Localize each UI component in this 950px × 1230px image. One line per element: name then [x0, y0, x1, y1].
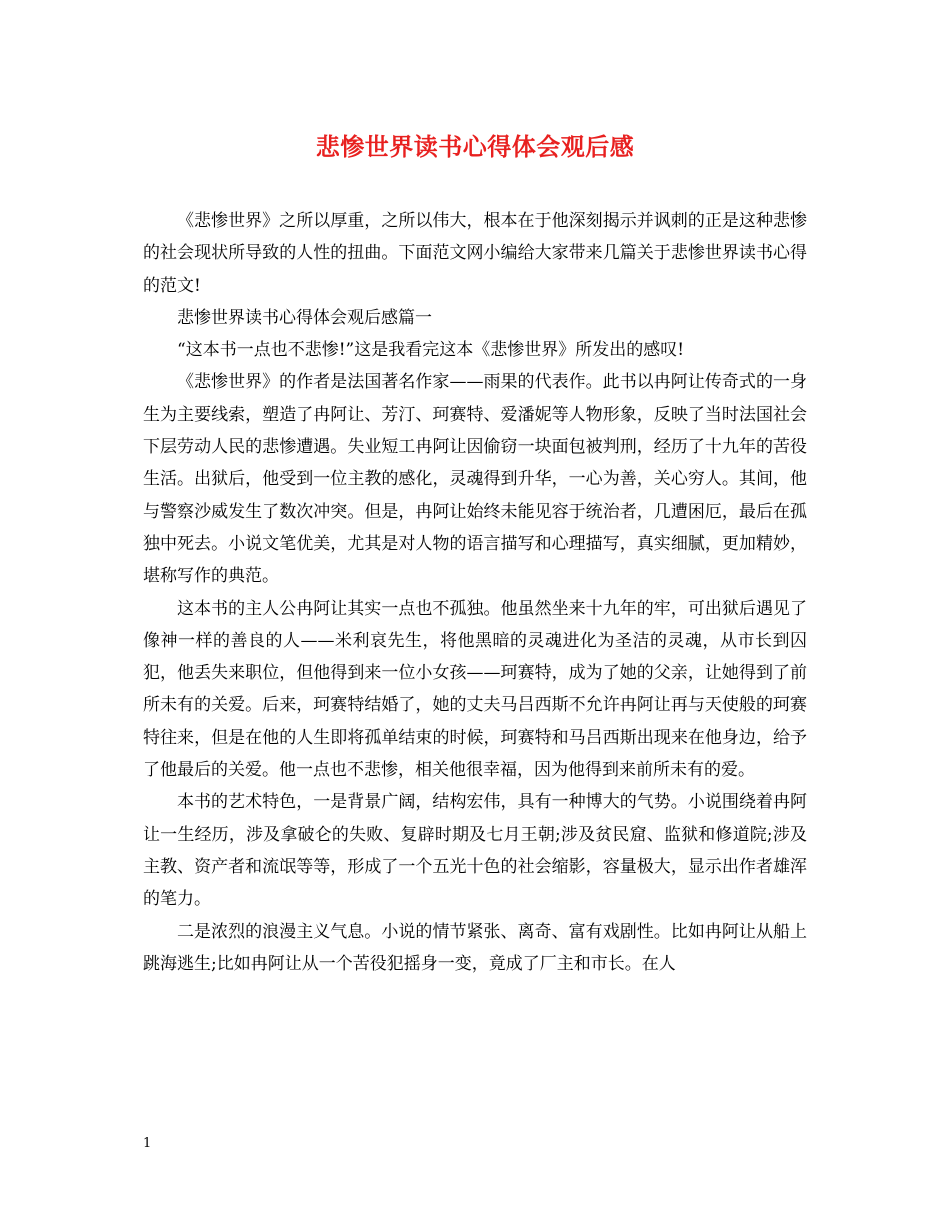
paragraph-protagonist: 这本书的主人公冉阿让其实一点也不孤独。他虽然坐来十九年的牢，可出狱后遇见了像神一样的善良的人——米利哀先生，将他黑暗的灵魂进化为圣洁的灵魂，从市长到囚犯，他丢失来职位，但他得到来一位小女孩——珂赛特，成为了她的父亲，让她得到了前所未有的关爱。后来，珂赛特结婚了，她的丈夫马吕西斯不允许冉阿让再与天使般的珂赛特往来，但是在他的人生即将孤单结束的时候，珂赛特和马吕西斯出现来在他身边，给予了他最后的关爱。他一点也不悲惨，相关他很幸福，因为他得到来前所未有的爱。 — [143, 598, 807, 781]
paragraph-exclamation: “这本书一点也不悲惨!”这是我看完这本《悲惨世界》所发出的感叹! — [177, 340, 685, 361]
paragraph-section-heading: 悲惨世界读书心得体会观后感篇一 — [177, 307, 432, 328]
paragraph-romanticism: 二是浓烈的浪漫主义气息。小说的情节紧张、离奇、富有戏剧性。比如冉阿让从船上跳海逃生;比如冉阿让从一个苦役犯摇身一变，竟成了厂主和市长。在人 — [143, 921, 807, 974]
paragraph-author-summary: 《悲惨世界》的作者是法国著名作家——雨果的代表作。此书以冉阿让传奇式的一身生为主要线索，塑造了冉阿让、芳汀、珂赛特、爱潘妮等人物形象，反映了当时法国社会下层劳动人民的悲惨遭遇。失业短工冉阿让因偷窃一块面包被判刑，经历了十九年的苦役生活。出狱后，他受到一位主教的感化，灵魂得到升华，一心为善，关心穷人。其间，他与警察沙威发生了数次冲突。但是，冉阿让始终未能见容于统治者，几遭困厄，最后在孤独中死去。小说文笔优美，尤其是对人物的语言描写和心理描写，真实细腻，更加精妙，堪称写作的典范。 — [143, 372, 807, 587]
document-body — [143, 205, 807, 980]
paragraph-artistic-features: 本书的艺术特色，一是背景广阔，结构宏伟，具有一种博大的气势。小说围绕着冉阿让一生经历，涉及拿破仑的失败、复辟时期及七月王朝;涉及贫民窟、监狱和修道院;涉及主教、资产者和流氓等等，形成了一个五光十色的社会缩影，容量极大，显示出作者雄浑的笔力。 — [143, 792, 807, 910]
document-title: 悲惨世界读书心得体会观后感 — [315, 132, 635, 161]
page-number: 1 — [143, 1136, 152, 1151]
paragraph-intro: 《悲惨世界》之所以厚重，之所以伟大，根本在于他深刻揭示并讽刺的正是这种悲惨的社会现状所导致的人性的扭曲。下面范文网小编给大家带来几篇关于悲惨世界读书心得的范文! — [143, 211, 807, 296]
